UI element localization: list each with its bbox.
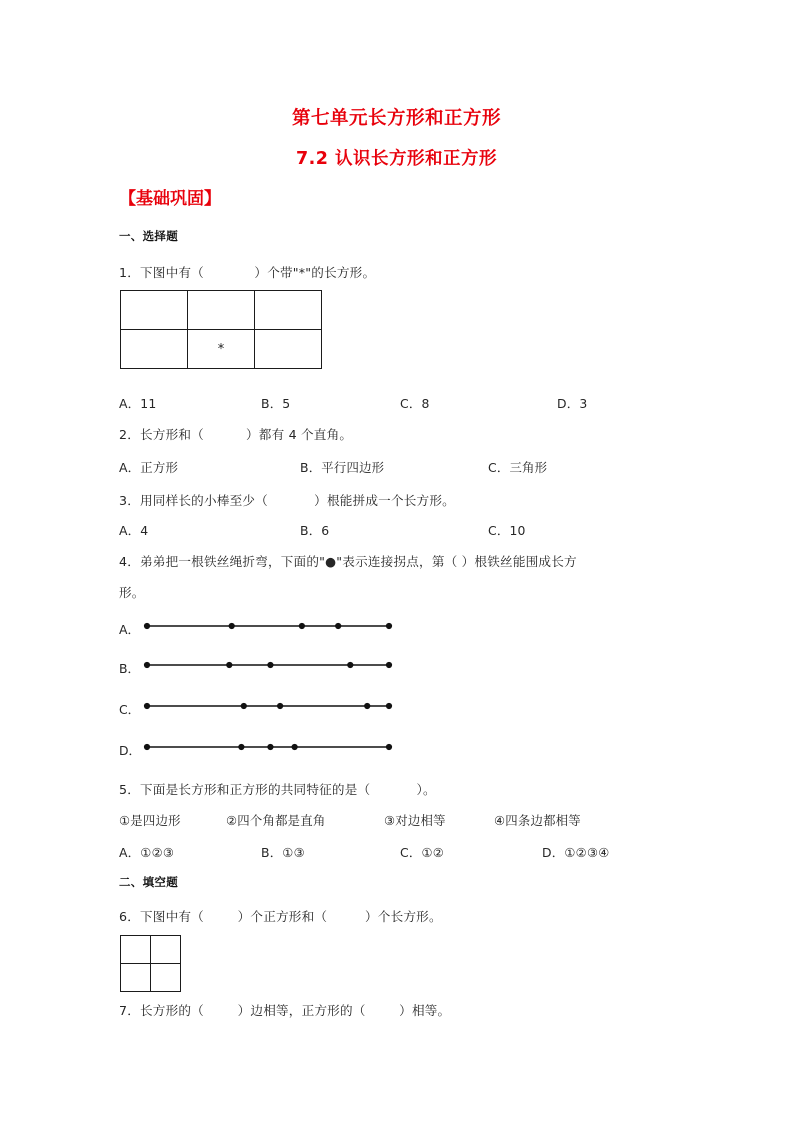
wire-diagram-a-svg bbox=[143, 618, 393, 634]
grid-cell bbox=[151, 936, 181, 964]
question-1-figure-grid bbox=[120, 290, 322, 369]
grid-cell bbox=[121, 291, 188, 330]
wire-dot bbox=[386, 662, 392, 668]
option-b[interactable]: B．平行四边形 bbox=[300, 460, 385, 475]
question-6-figure-grid bbox=[120, 935, 181, 992]
question-7-text: 7．长方形的（ ）边相等，正方形的（ ）相等。 bbox=[119, 1003, 451, 1018]
wire-dot bbox=[238, 744, 244, 750]
grid-cell-marked: * bbox=[188, 330, 255, 369]
wire-dot bbox=[364, 703, 370, 709]
option-c[interactable]: C．①② bbox=[400, 845, 445, 860]
wire-dot bbox=[229, 623, 235, 629]
question-1-options bbox=[0, 394, 793, 412]
wire-dot bbox=[267, 662, 273, 668]
question-4-text-line-2: 形。 bbox=[119, 585, 145, 600]
question-2-options bbox=[0, 458, 793, 476]
option-a[interactable]: A．4 bbox=[119, 523, 149, 538]
grid-cell bbox=[255, 291, 322, 330]
grid-cell bbox=[121, 330, 188, 369]
wire-dot bbox=[144, 662, 150, 668]
wire-dot bbox=[144, 623, 150, 629]
question-1-text: 1．下图中有（ ）个带"*"的长方形。 bbox=[119, 265, 376, 280]
section-banner-basic-practice: 【基础巩固】 bbox=[119, 189, 221, 209]
grid-cell bbox=[121, 964, 151, 992]
section-heading-multiple-choice: 一、选择题 bbox=[119, 229, 178, 243]
wire-dot bbox=[386, 744, 392, 750]
table-row bbox=[121, 936, 181, 964]
wire-diagram-d-svg bbox=[143, 739, 393, 755]
diagram-label-b: B． bbox=[119, 661, 140, 676]
wire-diagram-c-svg bbox=[143, 698, 393, 714]
grid-cell bbox=[255, 330, 322, 369]
wire-dot bbox=[292, 744, 298, 750]
statement-2: ②四个角都是直角 bbox=[226, 813, 326, 828]
wire-dot bbox=[347, 662, 353, 668]
question-5-statements bbox=[0, 811, 793, 829]
option-c[interactable]: C．10 bbox=[488, 523, 526, 538]
table-row bbox=[121, 291, 322, 330]
diagram-label-c: C． bbox=[119, 702, 141, 717]
grid-cell bbox=[151, 964, 181, 992]
question-5-options bbox=[0, 843, 793, 861]
wire-dot bbox=[226, 662, 232, 668]
wire-dot bbox=[241, 703, 247, 709]
question-3-text: 3．用同样长的小棒至少（ ）根能拼成一个长方形。 bbox=[119, 493, 455, 508]
question-4-text-line-1: 4．弟弟把一根铁丝绳折弯，下面的"●"表示连接拐点，第（ ）根铁丝能围成长方 bbox=[119, 554, 577, 569]
statement-1: ①是四边形 bbox=[119, 813, 181, 828]
wire-dot bbox=[144, 744, 150, 750]
wire-dot bbox=[386, 703, 392, 709]
question-5-text: 5．下面是长方形和正方形的共同特征的是（ ）。 bbox=[119, 782, 436, 797]
option-a[interactable]: A．11 bbox=[119, 396, 157, 411]
option-c[interactable]: C．三角形 bbox=[488, 460, 548, 475]
table-row bbox=[121, 964, 181, 992]
wire-dot bbox=[267, 744, 273, 750]
option-a[interactable]: A．①②③ bbox=[119, 845, 175, 860]
section-heading-fill-in-blank: 二、填空题 bbox=[119, 875, 178, 889]
statement-4: ④四条边都相等 bbox=[494, 813, 581, 828]
page-subtitle: 7.2 认识长方形和正方形 bbox=[295, 149, 498, 169]
option-b[interactable]: B．①③ bbox=[261, 845, 305, 860]
diagram-label-a: A． bbox=[119, 622, 140, 637]
page-title: 第七单元长方形和正方形 bbox=[291, 108, 501, 129]
wire-dot bbox=[277, 703, 283, 709]
wire-dot bbox=[386, 623, 392, 629]
grid-cell bbox=[121, 936, 151, 964]
table-row bbox=[121, 330, 322, 369]
grid-cell bbox=[188, 291, 255, 330]
option-a[interactable]: A．正方形 bbox=[119, 460, 179, 475]
statement-3: ③对边相等 bbox=[384, 813, 446, 828]
wire-dot bbox=[335, 623, 341, 629]
question-6-text: 6．下图中有（ ）个正方形和（ ）个长方形。 bbox=[119, 909, 442, 924]
option-b[interactable]: B．5 bbox=[261, 396, 291, 411]
wire-dot bbox=[144, 703, 150, 709]
wire-diagram-b-svg bbox=[143, 657, 393, 673]
wire-dot bbox=[299, 623, 305, 629]
option-d[interactable]: D．①②③④ bbox=[542, 845, 610, 860]
diagram-label-d: D． bbox=[119, 743, 141, 758]
option-c[interactable]: C．8 bbox=[400, 396, 430, 411]
option-d[interactable]: D．3 bbox=[557, 396, 588, 411]
question-2-text: 2．长方形和（ ）都有 4 个直角。 bbox=[119, 427, 353, 442]
option-b[interactable]: B．6 bbox=[300, 523, 330, 538]
question-3-options bbox=[0, 521, 793, 539]
